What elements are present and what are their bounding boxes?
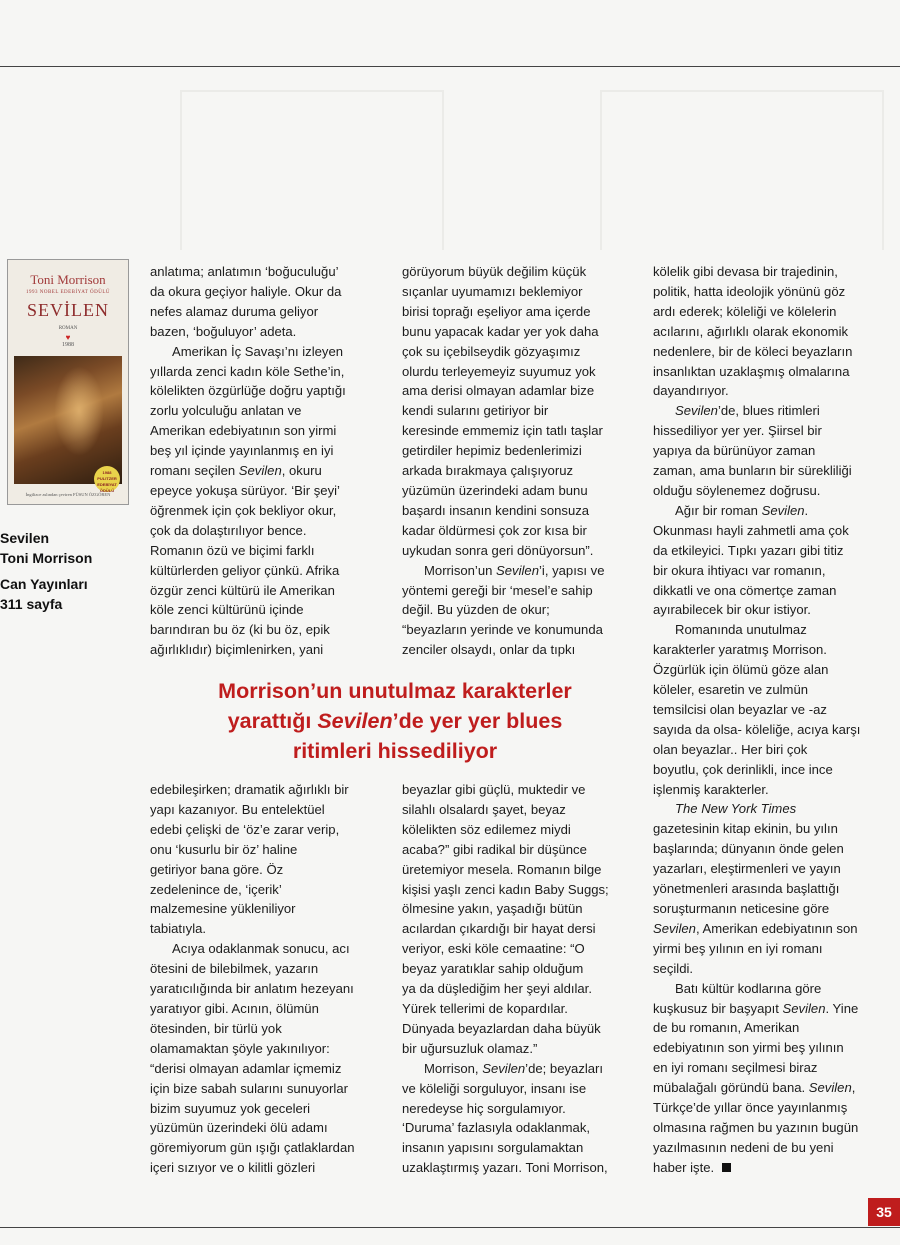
text-line: olamamaktan şöyle yakınılıyor: xyxy=(150,1040,330,1056)
text-line: edebi çelişki de ‘öz’e zarar verip, xyxy=(150,821,340,837)
pull-quote-line: yarattığı Sevilen’de yer yer blues xyxy=(227,709,563,733)
text-line: yapıya da bürünüyor zaman xyxy=(653,443,816,459)
text-line: görüyorum büyük değilim küçük xyxy=(402,264,587,279)
text-line: çok da dolaştırılıyor bence. xyxy=(150,522,307,538)
text-line: bunu yapacak kadar yer yok daha xyxy=(402,323,599,339)
book-info xyxy=(0,528,125,614)
text-line: “beyazların yerinde ve konumunda xyxy=(402,622,603,638)
text-line: romanı seçilen Sevilen, okuru xyxy=(150,463,322,479)
text-line: politik, hatta ideolojik yönünü göz xyxy=(653,283,846,299)
text-line: Batı kültür kodlarına göre xyxy=(675,980,822,996)
text-line: ötesini de bilebilmek, yazarın xyxy=(150,961,319,977)
text-line: olduğu söylenemez doğrusu. xyxy=(653,482,821,498)
text-line: getiriyor bana göre. Öz xyxy=(150,861,284,877)
text-line: yöntemi gereği bir ‘mesel’e sahip xyxy=(402,582,593,598)
book-cover-image xyxy=(7,259,129,505)
text-line: insanlıktan uzaklaşmış olmalarına xyxy=(653,363,850,379)
column-3 xyxy=(653,262,860,1178)
text-line: içeri sızıyor ve o kilitli gözleri xyxy=(150,1160,316,1176)
text-line: Dünyada beyazlardan daha büyük xyxy=(402,1020,601,1036)
text-line: ya da düşlediğim her şeyi aldılar. xyxy=(402,981,592,997)
text-line: ardı ederek; köleliği ve kölelerin xyxy=(653,303,837,319)
text-line: Sevilen’de, blues ritimleri xyxy=(675,403,820,419)
text-line: dayandırıyor. xyxy=(653,383,729,399)
text-line: değil. Bu yüzden de okur; xyxy=(402,602,550,618)
text-line: Amerikan İç Savaşı’nı izleyen xyxy=(172,343,344,359)
text-line: yapı kazanıyor. Bu entelektüel xyxy=(150,801,325,817)
text-line: Özgürlük için ölümü göze alan xyxy=(653,662,829,678)
text-line: tabiatıyla. xyxy=(150,921,207,937)
text-line: yönetmenleri arasında başlattığı xyxy=(653,881,840,897)
text-line: onu ‘kusurlu bir öz’ haline xyxy=(150,841,298,857)
text-line: bir uğursuzluk olamaz.” xyxy=(402,1040,538,1056)
text-line: zenciler olsaydı, onlar da tıpkı xyxy=(402,642,576,658)
text-line: Sevilen, Amerikan edebiyatının son xyxy=(653,920,858,936)
text-line: Morrison, Sevilen’de; beyazları xyxy=(424,1060,604,1076)
text-line: kadar öldürmesi çok zor kısa bir xyxy=(402,522,587,538)
text-line: Romanında unutulmaz xyxy=(675,622,807,638)
text-line: mübalağalı göründü bana. Sevilen, xyxy=(653,1080,856,1096)
cover-award: 1993 NOBEL EDEBİYAT ÖDÜLÜ xyxy=(25,290,111,295)
cover-year: 1988 xyxy=(62,342,74,348)
text-line: işlenmiş karakterler. xyxy=(653,781,769,797)
text-line: başardı insanın kendini sonsuza xyxy=(402,502,590,518)
text-line: kölelikten özgürlüğe doğru yaptığı xyxy=(150,383,346,399)
text-line: beş yıl içinde yayınlanmış en iyi xyxy=(150,443,334,459)
text-line: de bu romanın, Amerikan xyxy=(653,1020,800,1036)
column-2-bottom xyxy=(402,780,609,1178)
text-line: neredeyse hiç sorgulamıyor. xyxy=(402,1100,566,1116)
text-line: köle zenci kültürünü içinde xyxy=(150,602,304,618)
text-line: “derisi olmayan adamlar içmemiz xyxy=(150,1060,342,1076)
text-line: ölmesine yakın, yaşadığı bütün xyxy=(402,901,583,917)
heart-icon: ♥ xyxy=(65,333,71,342)
text-line: uzaklaştırmış yazarı. Toni Morrison, xyxy=(402,1160,608,1176)
text-line: gazetesinin kitap ekinin, bu yılın xyxy=(653,821,838,837)
text-line: bizim suyumuz yok geceleri xyxy=(150,1100,311,1116)
text-line: Romanın özü ve biçimi farklı xyxy=(150,542,315,558)
text-line: yüzümün üzerindeki adam bunu xyxy=(402,482,588,498)
text-line: Amerikan edebiyatının son yirmi xyxy=(150,423,337,439)
text-line: beyazlar gibi güçlü, muktedir ve xyxy=(402,782,586,797)
text-line: silahlı olsalardı şayet, beyaz xyxy=(402,801,566,817)
text-line: yaratıyor gibi. Acının, ölümün xyxy=(150,1000,319,1016)
end-mark-icon xyxy=(722,1163,731,1172)
background-box-shape xyxy=(180,90,444,250)
text-line: ağırlıklıdır) biçimlenirken, yani xyxy=(150,642,324,658)
text-line: üretemiyor mesela. Romanın bilge xyxy=(402,861,602,877)
text-line: bazen, ‘boğuluyor’ adeta. xyxy=(150,323,297,339)
text-line: da okura geçiyor haliyle. Okur da xyxy=(150,283,342,299)
faded-background-header xyxy=(0,70,900,250)
text-line: için bize sabah sularını sunuyorlar xyxy=(150,1080,348,1096)
text-line: kölelik gibi devasa bir trajedinin, xyxy=(653,264,838,279)
text-line: getirdiler hepimiz bedenlerimizi xyxy=(402,443,582,459)
text-line: malzemesine yükleniliyor xyxy=(150,901,296,917)
book-info-author: Toni Morrison xyxy=(0,550,93,566)
book-info-pages: 311 sayfa xyxy=(0,596,63,612)
text-line: edebiyatının son yirmi beş yılının xyxy=(653,1040,844,1056)
cover-painting xyxy=(14,356,122,493)
cover-author: Toni Morrison xyxy=(30,272,106,287)
text-line: kuşkusuz bir başyapıt Sevilen. Yine xyxy=(653,1000,859,1016)
text-line: edebileşirken; dramatik ağırlıklı bir xyxy=(150,782,349,797)
text-line: soruşturmanın neticesine göre xyxy=(653,901,830,916)
text-line: Okunması hayli zahmetli ama çok xyxy=(653,522,849,538)
text-line: acılardan çıkardığı bir hayat dersi xyxy=(402,921,596,937)
text-line: başlarında; dünyanın önde gelen xyxy=(653,841,844,857)
text-line: epeyce yokuşa sürüyor. ‘Bir şeyi’ xyxy=(150,482,340,498)
bottom-rule xyxy=(0,1227,900,1228)
text-line: yazarları, eleştirmenleri ve yayın xyxy=(653,861,841,877)
column-1-bottom xyxy=(150,780,355,1178)
text-line: Morrison’un Sevilen’i, yapısı ve xyxy=(424,562,605,578)
text-line: bir okura ihtiyacı var romanın, xyxy=(653,562,826,578)
text-line: arkada bırakmaya çalışıyoruz xyxy=(402,463,574,479)
pull-quote-line: Morrison’un unutulmaz karakterler xyxy=(218,679,572,703)
text-line: boyutlu, çok derinlikli, ince ince xyxy=(653,761,833,777)
cover-title: SEVİLEN xyxy=(27,300,109,320)
text-line: olmasına rağmen bu yazının bugün xyxy=(653,1119,859,1135)
text-line: zaman, ama bunların bir sürekliliği xyxy=(653,463,852,479)
text-line: seçildi. xyxy=(653,960,694,976)
text-line: göremiyorum gün ışığı çatlaklardan xyxy=(150,1140,355,1156)
background-box-shape xyxy=(600,90,884,250)
text-line: anlatıma; anlatımın ‘boğuculuğu’ xyxy=(150,264,339,279)
text-line: zorlu yolculuğu anlatan ve xyxy=(150,403,302,419)
cover-painting-highlight xyxy=(54,366,104,456)
text-line: barındıran bu öz (ki bu öz, epik xyxy=(150,622,330,638)
text-line: haber işte. xyxy=(653,1158,860,1178)
pull-quote-line: ritimleri hissediliyor xyxy=(292,739,498,763)
text-line: sayıda da olsa- köleliğe, acıya karşı xyxy=(653,721,861,737)
text-line: yüzümün üzerindeki ölü adamı xyxy=(150,1120,328,1136)
text-line: veriyor, eski köle cemaatine: “O xyxy=(402,941,585,957)
top-rule xyxy=(0,66,900,67)
text-line: nefes alamaz duruma geliyor xyxy=(150,303,319,319)
text-line: köleler, esaretin ve zulmün xyxy=(653,682,809,698)
text-line: zedelenince de, ‘içerik’ xyxy=(150,881,282,897)
text-line: ama derisi olmayan adamlar bize xyxy=(402,383,595,399)
text-line: hissediliyor yer yer. Şiirsel bir xyxy=(653,423,822,439)
text-line: olurdu terleyemeyiz suyumuz yok xyxy=(402,363,596,379)
text-line: ‘Duruma’ fazlasıyla odaklanmak, xyxy=(402,1120,590,1136)
text-line: yirmi beş yılının en iyi romanı xyxy=(653,940,823,956)
text-line: çok su içebilseydik gözyaşımız xyxy=(402,343,581,359)
text-line: keresinde emmemiz için tatlı taşlar xyxy=(402,423,603,439)
pull-quote xyxy=(150,676,640,766)
text-line: yaratıcılığında bir anlatım hezeyanı xyxy=(150,981,354,997)
text-line: karakterler yaratmış Morrison. xyxy=(653,642,827,658)
cover-award-badge: 1988 PULITZER EDEBİYAT ÖDÜLÜ xyxy=(94,466,120,492)
text-line: The New York Times xyxy=(675,801,797,817)
text-line: Yürek tellerimi de kopardılar. xyxy=(402,1000,568,1016)
text-line: yıllarda zenci kadın köle Sethe’in, xyxy=(150,363,345,379)
text-line: kölelikten söz edilemez miydi xyxy=(402,821,571,837)
text-line: Acıya odaklanmak sonucu, acı xyxy=(172,941,350,957)
cover-translator: İngilizce aslından çeviren FÜSUN ÖZGÖREN xyxy=(25,492,111,497)
book-info-publisher: Can Yayınları xyxy=(0,576,88,592)
text-line: da etkileyici. Tıpkı yazarı gibi titiz xyxy=(653,542,844,558)
text-line: kişisi yaşlı zenci kadın Baby Suggs; xyxy=(402,881,609,897)
text-line: insanın yapısını sorgulamaktan xyxy=(402,1140,584,1156)
text-line: ve köleliği sorguluyor, insanı ise xyxy=(402,1080,587,1096)
book-info-title: Sevilen xyxy=(0,530,50,546)
text-line: olan beyazlar.. Her biri çok xyxy=(653,741,808,757)
text-line: Türkçe’de yıllar önce yayınlanmış xyxy=(653,1100,848,1116)
text-line: sıçanlar uyumamızı beklemiyor xyxy=(402,283,583,299)
text-line: en iyi romanı seçilmesi biraz xyxy=(653,1060,818,1076)
text-line: ayırabilecek bir okur istiyor. xyxy=(653,602,811,618)
text-line: dikkatli ve ona cömertçe zaman xyxy=(653,582,837,598)
column-2-top xyxy=(402,262,605,660)
text-line: ötesinden, bir türlü yok xyxy=(150,1020,282,1036)
text-line: kendi sularını getiriyor bir xyxy=(402,403,549,419)
text-line: özgür zenci kültürü ile Amerikan xyxy=(150,582,335,598)
text-line: öğrenmek için çok bekliyor okur, xyxy=(150,502,337,518)
text-line: nedenlere, bir de köleci beyazların xyxy=(653,343,853,359)
text-line: acılarını, ağırlıklı olarak ekonomik xyxy=(653,323,849,339)
text-line: kültürlerden geliyor çünkü. Afrika xyxy=(150,562,340,578)
text-line: birisi toprağı eşeliyor ama içerde xyxy=(402,303,591,319)
text-line: beyaz yaratıklar sahip olduğum xyxy=(402,961,584,977)
page-number: 35 xyxy=(868,1198,900,1226)
text-line: temsilcisi olan beyazlar ve -az xyxy=(653,701,827,717)
text-line: yazılmasının nedeni de bu yeni xyxy=(653,1139,834,1155)
column-1-top xyxy=(150,262,346,660)
text-line: Ağır bir roman Sevilen. xyxy=(675,502,809,518)
text-line: uykudan sonra geri dönüyorsun”. xyxy=(402,542,594,558)
cover-genre: ROMAN xyxy=(58,326,78,331)
text-line: acaba?” gibi radikal bir düşünce xyxy=(402,841,587,857)
